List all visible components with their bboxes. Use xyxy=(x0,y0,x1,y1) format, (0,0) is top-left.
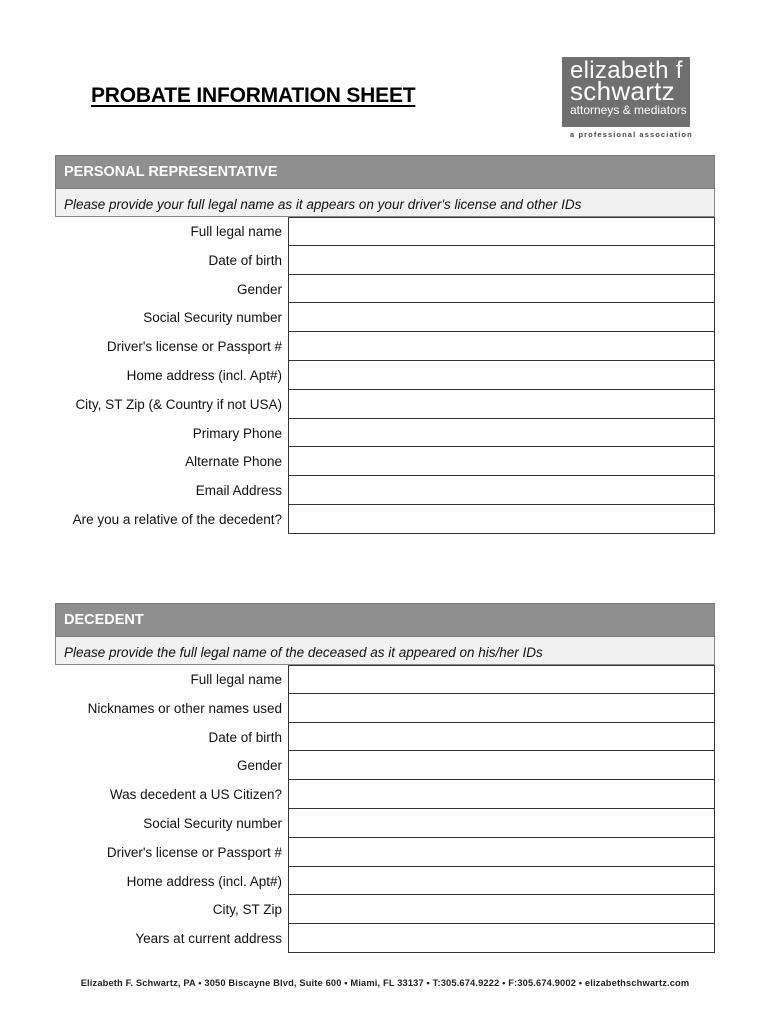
form-row xyxy=(55,723,715,752)
field-label: Gender xyxy=(236,758,282,774)
decedent-header: DECEDENT xyxy=(55,603,715,637)
decedent-home-address-field[interactable] xyxy=(288,867,715,896)
form-row xyxy=(55,751,715,780)
field-label: Social Security number xyxy=(143,815,282,831)
logo-line-1: elizabeth f xyxy=(570,57,683,84)
form-row xyxy=(55,809,715,838)
personal-representative-header: PERSONAL REPRESENTATIVE xyxy=(55,155,715,189)
logo-line-2: schwartz xyxy=(570,76,675,106)
field-label: Primary Phone xyxy=(192,425,282,441)
field-label: Full legal name xyxy=(190,672,282,687)
decedent-section xyxy=(55,603,715,953)
gender-field[interactable] xyxy=(288,275,715,304)
decedent-full-legal-name-field[interactable] xyxy=(288,665,715,694)
form-row xyxy=(55,361,715,390)
email-address-field[interactable] xyxy=(288,476,715,505)
form-row xyxy=(55,447,715,476)
city-state-zip-field[interactable] xyxy=(288,390,715,419)
decedent-date-of-birth-field[interactable] xyxy=(288,723,715,752)
date-of-birth-field[interactable] xyxy=(288,246,715,275)
field-label: Home address (incl. Apt#) xyxy=(126,367,282,383)
form-row xyxy=(55,476,715,505)
form-row xyxy=(55,505,715,534)
field-label: Years at current address xyxy=(135,931,282,947)
logo-line-3: attorneys & mediators xyxy=(570,103,687,117)
form-row xyxy=(55,867,715,896)
form-row xyxy=(55,390,715,419)
form-row xyxy=(55,275,715,304)
form-row xyxy=(55,665,715,694)
primary-phone-field[interactable] xyxy=(288,419,715,448)
form-row xyxy=(55,780,715,809)
decedent-nicknames-field[interactable] xyxy=(288,694,715,723)
field-label: Full legal name xyxy=(190,224,282,239)
field-label: Was decedent a US Citizen? xyxy=(109,787,282,803)
field-label: Social Security number xyxy=(143,310,282,326)
field-label: Email Address xyxy=(195,483,282,499)
field-label: Date of birth xyxy=(208,729,282,745)
full-legal-name-field[interactable] xyxy=(288,217,715,246)
field-label: Are you a relative of the decedent? xyxy=(72,511,282,527)
field-label: Gender xyxy=(236,281,282,297)
personal-representative-note: Please provide your full legal name as it appears on your driver's license and other IDs xyxy=(55,189,715,217)
firm-logo xyxy=(562,57,690,127)
form-row xyxy=(55,694,715,723)
form-row xyxy=(55,838,715,867)
field-label: Nicknames or other names used xyxy=(87,700,282,716)
field-label: Driver's license or Passport # xyxy=(106,844,282,860)
decedent-us-citizen-field[interactable] xyxy=(288,780,715,809)
form-row xyxy=(55,332,715,361)
relative-of-decedent-field[interactable] xyxy=(288,505,715,534)
field-label: Home address (incl. Apt#) xyxy=(126,873,282,889)
decedent-city-state-zip-field[interactable] xyxy=(288,895,715,924)
alternate-phone-field[interactable] xyxy=(288,447,715,476)
logo-tagline: a professional association xyxy=(570,130,693,139)
decedent-license-passport-field[interactable] xyxy=(288,838,715,867)
decedent-gender-field[interactable] xyxy=(288,751,715,780)
form-row xyxy=(55,246,715,275)
form-row xyxy=(55,419,715,448)
field-label: Date of birth xyxy=(208,252,282,268)
field-label: Alternate Phone xyxy=(185,454,282,470)
ssn-field[interactable] xyxy=(288,303,715,332)
form-row xyxy=(55,924,715,953)
form-row xyxy=(55,895,715,924)
decedent-note: Please provide the full legal name of the deceased as it appeared on his/her IDs xyxy=(55,637,715,665)
form-row xyxy=(55,303,715,332)
page-title: PROBATE INFORMATION SHEET xyxy=(91,84,416,107)
decedent-ssn-field[interactable] xyxy=(288,809,715,838)
page-footer: Elizabeth F. Schwartz, PA • 3050 Biscayne Blvd, Suite 600 • Miami, FL 33137 • T:305.674.9222 • F:305.674.9002 • elizabethschwartz.com xyxy=(80,978,690,988)
personal-representative-section xyxy=(55,155,715,534)
decedent-years-at-address-field[interactable] xyxy=(288,924,715,953)
home-address-field[interactable] xyxy=(288,361,715,390)
license-passport-field[interactable] xyxy=(288,332,715,361)
field-label: Driver's license or Passport # xyxy=(106,339,282,355)
field-label: City, ST Zip (& Country if not USA) xyxy=(75,396,282,412)
field-label: City, ST Zip xyxy=(212,902,282,918)
form-row xyxy=(55,217,715,246)
